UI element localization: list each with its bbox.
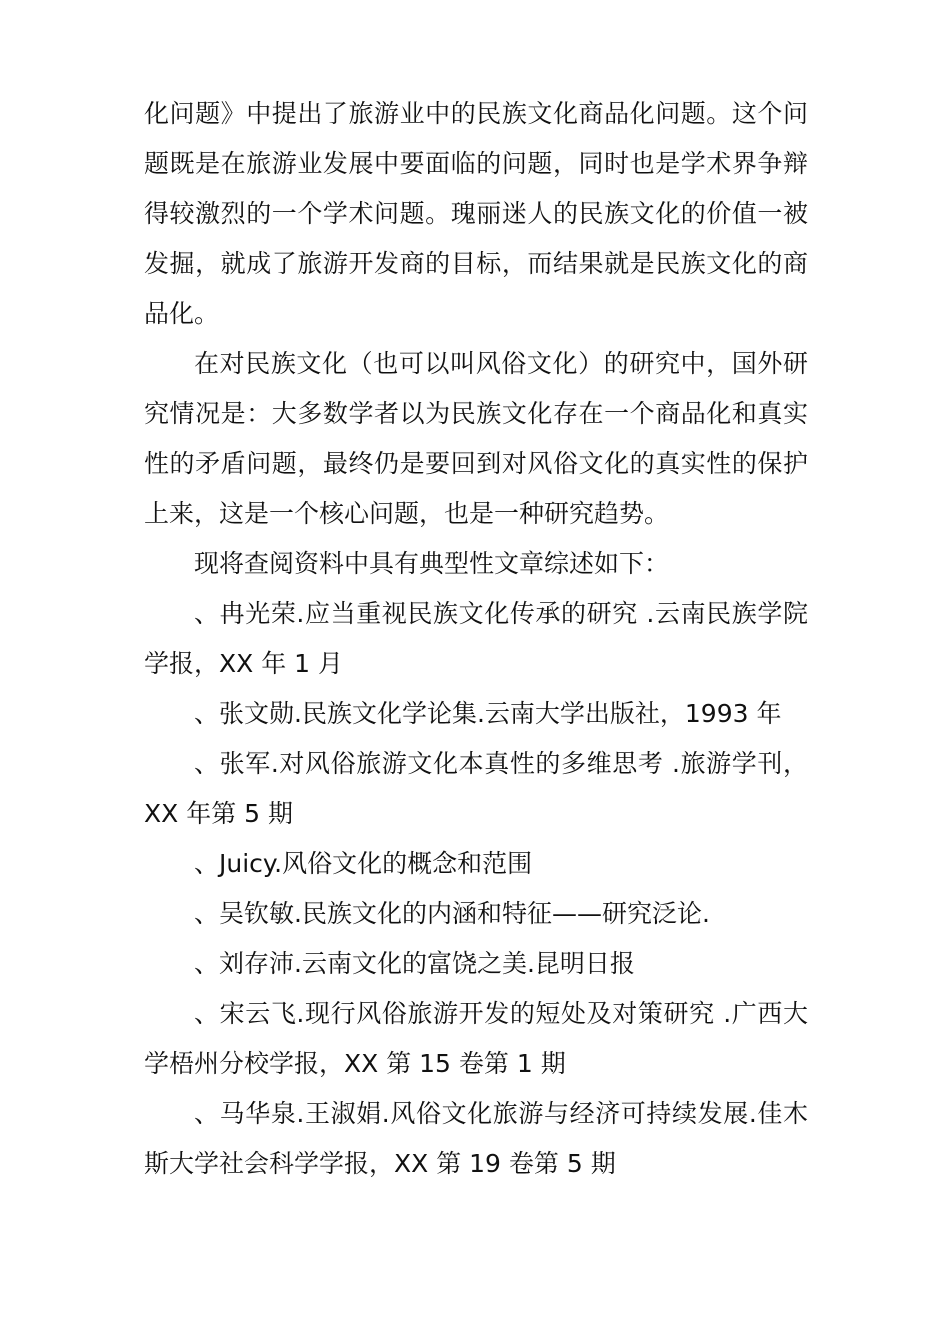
document-body	[144, 89, 808, 1189]
reference-item-6: 、刘存沛.云南文化的富饶之美.昆明日报	[194, 949, 635, 978]
reference-item-4: 、Juicy.风俗文化的概念和范围	[194, 849, 533, 878]
body-paragraph-2: 在对民族文化（也可以叫风俗文化）的研究中，国外研究情况是：大多数学者以为民族文化存在一个商品化和真实性的矛盾问题，最终仍是要回到对风俗文化的真实性的保护上来，这是一个核心问题，也是一种研究趋势。	[144, 349, 808, 528]
reference-item-5: 、吴钦敏.民族文化的内涵和特征——研究泛论.	[194, 899, 710, 928]
reference-item-7: 、宋云飞.现行风俗旅游开发的短处及对策研究 .广西大学梧州分校学报，XX 第 15 卷第 1 期	[144, 999, 808, 1078]
body-paragraph-3: 现将查阅资料中具有典型性文章综述如下：	[194, 549, 670, 578]
reference-item-8: 、马华泉.王淑娟.风俗文化旅游与经济可持续发展.佳木斯大学社会科学学报，XX 第 19 卷第 5 期	[144, 1099, 808, 1178]
reference-item-1: 、冉光荣.应当重视民族文化传承的研究 .云南民族学院学报，XX 年 1 月	[144, 599, 808, 678]
body-paragraph-1: 化问题》中提出了旅游业中的民族文化商品化问题。这个问题既是在旅游业发展中要面临的问题，同时也是学术界争辩得较激烈的一个学术问题。瑰丽迷人的民族文化的价值一被发掘，就成了旅游开发商的目标，而结果就是民族文化的商品化。	[144, 99, 808, 328]
reference-item-2: 、张文勋.民族文化学论集.云南大学出版社，1993 年	[194, 699, 782, 728]
reference-item-3: 、张军.对风俗旅游文化本真性的多维思考 .旅游学刊，XX 年第 5 期	[144, 749, 808, 828]
